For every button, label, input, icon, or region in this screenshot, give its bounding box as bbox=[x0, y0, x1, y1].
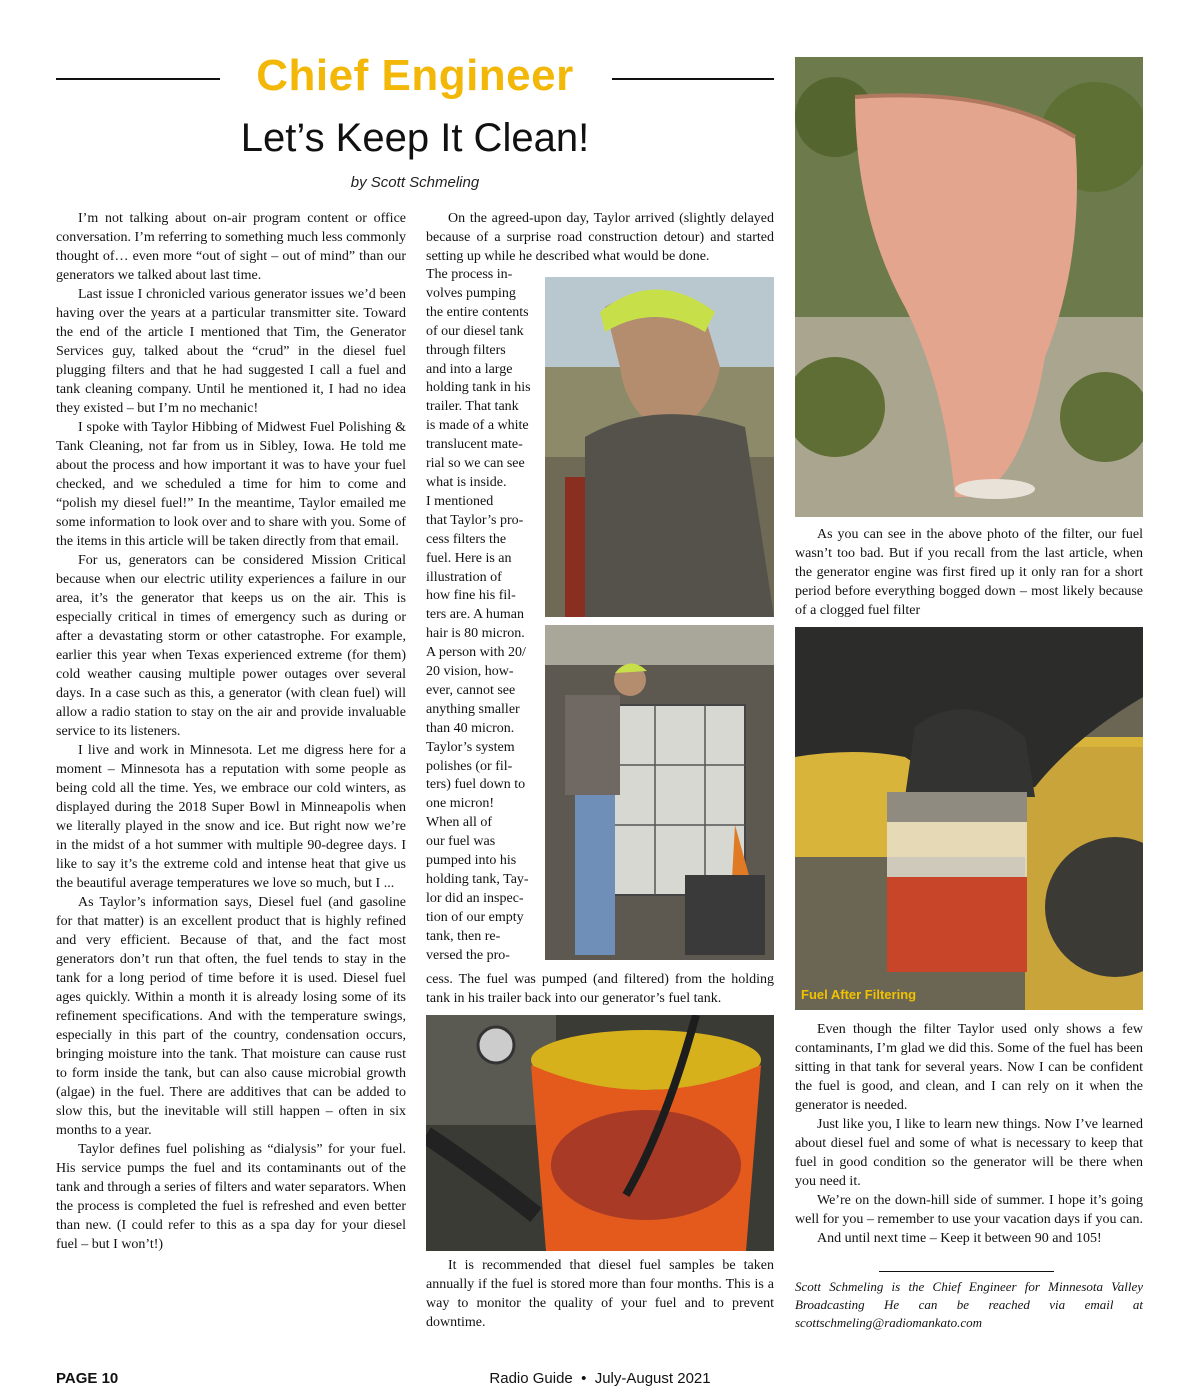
narrow-text-line: that Taylor’s pro- bbox=[426, 512, 524, 528]
narrow-text-line: tion of our empty bbox=[426, 909, 524, 925]
narrow-text-line: our fuel was bbox=[426, 834, 496, 850]
author-credit: Scott Schmeling is the Chief Engineer for Minnesota Valley Broadcasting He can be reached via email at scottschmeling@radiomankato.com bbox=[795, 1279, 1143, 1330]
narrow-text-line: ters) fuel down to bbox=[426, 777, 526, 793]
narrow-text-line: trailer. That tank bbox=[426, 399, 519, 415]
narrow-text-line: volves pumping bbox=[426, 285, 516, 301]
paragraph: I live and work in Minnesota. Let me digress here for a moment – Minnesota has a reputation with some people as being cold all the time. Yes, we embrace our cold winters, as displayed during the 2018 Super Bowl in Minneapolis when we literally played in the snow and ice. But right now we’re in the midst of a hot summer with multiple 90-degree days. I like to say it’s the extreme cold and intense heat that give us the beautiful average temperatures we love so much, but I ... bbox=[56, 743, 406, 891]
narrow-text-line: lor did an inspec- bbox=[426, 890, 524, 906]
bucket-photo-caption bbox=[426, 1256, 774, 1332]
narrow-text-line: through filters bbox=[426, 342, 506, 358]
narrow-text-line: is made of a white bbox=[426, 418, 529, 434]
paragraph: Just like you, I like to learn new things. Now I’ve learned about diesel fuel and some of what is necessary to keep that fuel in good condition so the generator will be there when you need it. bbox=[795, 1117, 1143, 1189]
narrow-text-line: holding tank in his bbox=[426, 380, 531, 396]
column-1 bbox=[56, 209, 406, 1254]
narrow-text-line: holding tank, Tay- bbox=[426, 872, 529, 887]
narrow-text-line: I mentioned bbox=[426, 493, 494, 509]
header-rule-left bbox=[56, 78, 220, 80]
paragraph: Even though the filter Taylor used only shows a few contaminants, I’m glad we did this. Some of the fuel has been sitting in that tank for several years. Now I can be confident the fuel is good, and clean, and I can rely on it when the generator is needed. bbox=[795, 1022, 1143, 1113]
paragraph: On the agreed-upon day, Taylor arrived (slightly delayed because of a surprise road construction detour) and started setting up while he described what would be done. bbox=[426, 211, 774, 264]
photo-used-fuel-filter bbox=[795, 57, 1143, 517]
header-rule-right bbox=[612, 78, 774, 80]
narrow-text-line: the entire contents bbox=[426, 304, 529, 320]
jar-photo-label: Fuel After Filtering bbox=[801, 987, 917, 1002]
paragraph: I spoke with Taylor Hibbing of Midwest Fuel Polishing & Tank Cleaning, not far from us in Sibley, Iowa. He told me about the process and how important it was to have your fuel checked, and we scheduled a time for him to come and “polish my diesel fuel!” In the meantime, Taylor emailed me some information to look over and to share with you. Some of the items in this article will be taken directly from that email. bbox=[56, 420, 406, 549]
column-3 bbox=[795, 1020, 1143, 1248]
paragraph: As Taylor’s information says, Diesel fuel (and gasoline for that matter) is an excellent product that is highly refined and very efficient. Because of that, and the fact most generators don’t run that often, the fuel tends to stay in the tank for a long period of time before it is used. Diesel fuel ages quickly. Within a month it is already losing some of its refinement specifications. And with the temperature swings, especially in this part of the country, condensation occurs, bringing moisture into the tank. That moisture can cause rust to form inside the tank, but can also cause microbial growth (algae) in the fuel. There are additives that can be added to slow this, but the inevitable will still happen – often in six months to a year. bbox=[56, 895, 406, 1138]
narrow-text-line: pumped into his bbox=[426, 853, 517, 869]
narrow-text-line: The process in- bbox=[426, 267, 513, 282]
column-2-narrow-text bbox=[426, 266, 536, 966]
narrow-text-line: When all of bbox=[426, 815, 493, 831]
caption-text: It is recommended that diesel fuel samples be taken annually if the fuel is stored more than four months. This is a way to monitor the quality of your fuel and to prevent downtime. bbox=[426, 1258, 774, 1330]
column-2-outro bbox=[426, 970, 774, 1008]
article-headline: Let’s Keep It Clean! bbox=[240, 116, 590, 160]
paragraph: And until next time – Keep it between 90 and 105! bbox=[817, 1231, 1102, 1246]
narrow-text-line: ters are. A human bbox=[426, 607, 524, 623]
narrow-text-line: anything smaller bbox=[426, 701, 520, 717]
paragraph: I’m not talking about on-air program content or office conversation. I’m referring to something much less commonly thought of… even more “out of sight – out of mind” than our generators we talked about last time. bbox=[56, 211, 406, 283]
photo-fuel-bucket bbox=[426, 1015, 774, 1251]
filter-photo-caption bbox=[795, 525, 1143, 620]
paragraph: We’re on the down-hill side of summer. I hope it’s going well for you – remember to use your vacation days if you can. bbox=[795, 1193, 1143, 1227]
article-byline: by Scott Schmeling bbox=[350, 174, 480, 191]
photo-fuel-after-filtering bbox=[795, 627, 1143, 1010]
narrow-text-line: polishes (or fil- bbox=[426, 758, 513, 774]
narrow-text-line: illustration of bbox=[426, 569, 502, 585]
narrow-text-line: A person with 20/ bbox=[426, 645, 526, 661]
narrow-text-line: rial so we can see bbox=[426, 456, 525, 472]
narrow-text-line: hair is 80 micron. bbox=[426, 626, 525, 642]
photo-technician-filter-housing bbox=[545, 277, 774, 617]
narrow-text-line: Taylor’s system bbox=[426, 739, 515, 755]
narrow-text-line: and into a large bbox=[426, 361, 513, 377]
narrow-text-line: how fine his fil- bbox=[426, 588, 516, 604]
narrow-text-line: ever, cannot see bbox=[426, 682, 516, 698]
paragraph: For us, generators can be considered Mission Critical because when our electric utility experiences a failure in our area, it’s the generator that keeps us on the air. This is especially critical in times of emergency such as during or after a devastating storm or other catastrophe. For example, earlier this year when Texas experienced extreme (for them) cold weather causing multiple power outages over several days. In a case such as this, a generator (with clean fuel) will allow a radio station to stay on the air and provide invaluable service to its listeners. bbox=[56, 553, 406, 739]
narrow-text-line: versed the pro- bbox=[426, 947, 510, 963]
paragraph: Last issue I chronicled various generator issues we’d been having over the years at a particular transmitter site. Toward the end of the article I mentioned that Tim, the Generator Services guy, talked about the “crud” in the diesel fuel plugging filters and that he had suggested I call a fuel and tank cleaning company. Until he mentioned it, I had no idea they existed – but I’m no mechanic! bbox=[56, 287, 406, 416]
narrow-text-line: fuel. Here is an bbox=[426, 550, 512, 566]
section-kicker: Chief Engineer bbox=[256, 51, 574, 100]
caption-text: As you can see in the above photo of the filter, our fuel wasn’t too bad. But if you recall from the last article, when the generator engine was first fired up it only ran for a short period before everything bogged down – most likely because of a clogged fuel filter bbox=[795, 527, 1143, 618]
narrow-text-line: 20 vision, how- bbox=[426, 664, 514, 680]
narrow-text-line: cess filters the bbox=[426, 531, 507, 547]
column-2-intro bbox=[426, 209, 774, 266]
narrow-text-line: than 40 micron. bbox=[426, 720, 515, 736]
paragraph: cess. The fuel was pumped (and filtered) from the holding tank in his trailer back into our generator’s fuel tank. bbox=[426, 972, 774, 1006]
publication-info: Radio Guide • July-August 2021 bbox=[489, 1370, 711, 1387]
narrow-text-line: what is inside. bbox=[426, 474, 507, 490]
narrow-text-line: one micron! bbox=[426, 796, 495, 812]
credit-rule bbox=[879, 1271, 1054, 1272]
photo-holding-tank-trailer bbox=[545, 625, 774, 960]
narrow-text-line: translucent mate- bbox=[426, 437, 523, 453]
page-number: PAGE 10 bbox=[56, 1370, 119, 1387]
paragraph: Taylor defines fuel polishing as “dialysis” for your fuel. His service pumps the fuel and its contaminants out of the tank and through a series of filters and water separators. When the process is completed the fuel is refreshed and even better than new. (I could refer to this as a spa day for your diesel fuel – but I won’t!) bbox=[56, 1142, 407, 1252]
narrow-text-line: of our diesel tank bbox=[426, 323, 524, 339]
narrow-text-line: tank, then re- bbox=[426, 928, 501, 944]
